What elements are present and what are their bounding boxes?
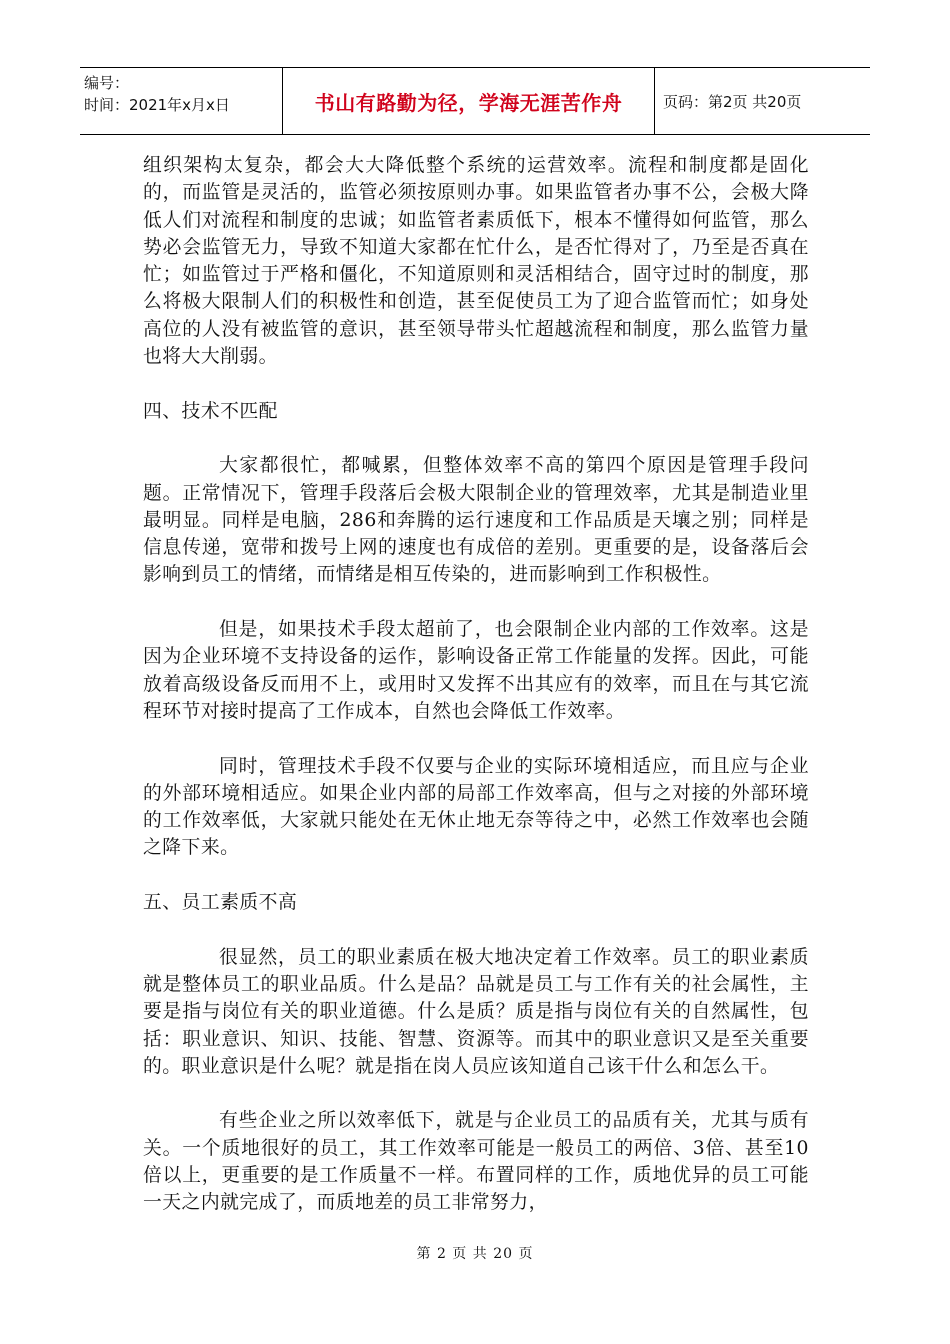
- document-header: [80, 67, 870, 135]
- header-meta: [80, 68, 283, 134]
- paragraph: 有些企业之所以效率低下，就是与企业员工的品质有关，尤其与质有关。一个质地很好的员工，其工作效率可能是一般员工的两倍、3倍、甚至10倍以上，更重要的是工作质量不一样。布置同样的工作，质地优异的员工可能一天之内就完成了，而质地差的员工非常努力，: [143, 1110, 809, 1214]
- document-body: [143, 152, 809, 1244]
- paragraph: 很显然，员工的职业素质在极大地决定着工作效率。员工的职业素质就是整体员工的职业品质。什么是品？品就是员工与工作有关的社会属性，主要是指与岗位有关的职业道德。什么是质？质是指与岗位有关的自然属性，包括：职业意识、知识、技能、智慧、资源等。而其中的职业意识又是至关重要的。职业意识是什么呢？就是指在岗人员应该知道自己该干什么和怎么干。: [143, 946, 809, 1077]
- paragraph-continuation: 组织架构太复杂，都会大大降低整个系统的运营效率。流程和制度都是固化的，而监管是灵活的，监管必须按原则办事。如果监管者办事不公，会极大降低人们对流程和制度的忠诚；如监管者素质低下，根本不懂得如何监管，那么势必会监管无力，导致不知道大家都在忙什么，是否忙得对了，乃至是否真在忙；如监管过于严格和僵化，不知道原则和灵活相结合，固守过时的制度，那么将极大限制人们的积极性和创造，甚至促使员工为了迎合监管而忙；如身处高位的人没有被监管的意识，甚至领导带头忙超越流程和制度，那么监管力量也将大大削弱。: [143, 155, 809, 368]
- paragraph: 大家都很忙，都喊累，但整体效率不高的第四个原因是管理手段问题。正常情况下，管理手段落后会极大限制企业的管理效率，尤其是制造业里最明显。同样是电脑，286和奔腾的运行速度和工作品质是天壤之别；同样是信息传递，宽带和拨号上网的速度也有成倍的差别。更重要的是，设备落后会影响到员工的情绪，而情绪是相互传染的，进而影响到工作积极性。: [143, 455, 809, 586]
- header-page-info: [655, 68, 870, 134]
- paragraph: 但是，如果技术手段太超前了，也会限制企业内部的工作效率。这是因为企业环境不支持设备的运作，影响设备正常工作能量的发挥。因此，可能放着高级设备反而用不上，或用时又发挥不出其应有的效率，而且在与其它流程环节对接时提高了工作成本，自然也会降低工作效率。: [143, 619, 809, 722]
- section-heading-4: 四、技术不匹配: [143, 400, 278, 422]
- time-label: 时间：2021年x月x日: [84, 96, 230, 114]
- motto-text: 书山有路勤为径，学海无涯苦作舟: [314, 90, 623, 115]
- number-label: 编号：: [84, 74, 130, 92]
- section-heading-5: 五、员工素质不高: [143, 892, 298, 914]
- paragraph: 同时，管理技术手段不仅要与企业的实际环境相适应，而且应与企业的外部环境相适应。如果企业内部的局部工作效率高，但与之对接的外部环境的工作效率低，大家就只能处在无休止地无奈等待之中，必然工作效率也会随之降下来。: [143, 755, 809, 859]
- page-footer: 第 2 页 共 20 页: [416, 1246, 534, 1262]
- header-motto-cell: [283, 68, 655, 134]
- page-info-text: 页码：第2页 共20页: [663, 92, 802, 111]
